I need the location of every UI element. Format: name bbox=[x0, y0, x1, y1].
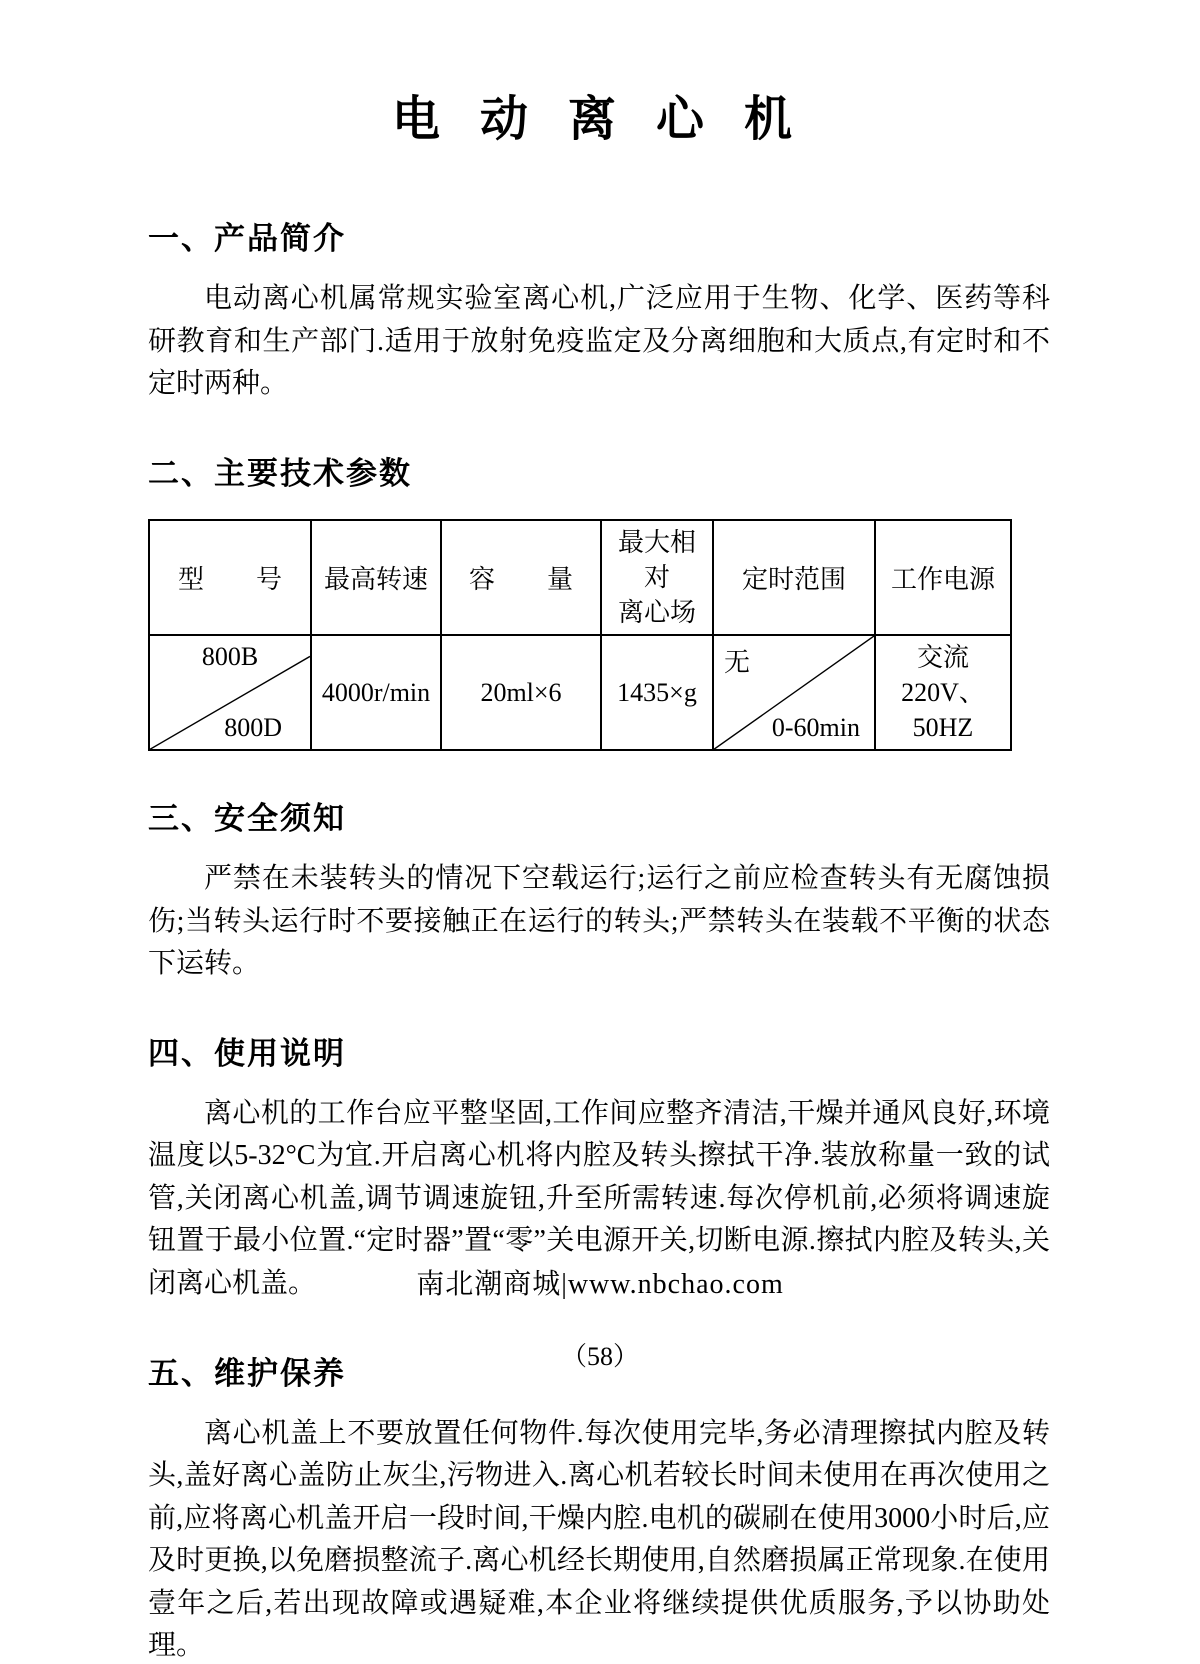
section-intro bbox=[148, 213, 1050, 406]
section-body-intro: 电动离心机属常规实验室离心机,广泛应用于生物、化学、医药等科研教育和生产部门.适用于放射免疫监定及分离细胞和大质点,有定时和不定时两种。 bbox=[148, 283, 1050, 400]
header-cell-model: 型 号 bbox=[149, 520, 311, 635]
cell-timing-bottom-value: 0-60min bbox=[771, 713, 860, 743]
specs-data-row bbox=[149, 635, 1011, 750]
cell-power-line1: 交流 220V、 bbox=[901, 642, 985, 708]
cell-power bbox=[875, 635, 1011, 750]
header-cell-rcf-line1: 最大相对 bbox=[617, 527, 696, 592]
section-heading-usage: 四、使用说明 bbox=[148, 1035, 346, 1071]
specs-table bbox=[148, 519, 1012, 752]
cell-model-bottom-value: 800D bbox=[224, 713, 282, 743]
header-cell-rcf bbox=[601, 520, 713, 635]
header-cell-capacity: 容 量 bbox=[441, 520, 601, 635]
document-title: 电 动 离 心 机 bbox=[391, 93, 806, 146]
shop-footer: 南北潮商城|www.nbchao.com bbox=[416, 1269, 784, 1300]
header-cell-power: 工作电源 bbox=[875, 520, 1011, 635]
section-heading-specs: 二、主要技术参数 bbox=[148, 455, 412, 491]
section-heading-maintenance: 五、维护保养 bbox=[148, 1355, 346, 1391]
specs-header-row bbox=[149, 520, 1011, 635]
section-body-maintenance: 离心机盖上不要放置任何物件.每次使用完毕,务必清理擦拭内腔及转头,盖好离心盖防止灰尘,污物进入.离心机若较长时间未使用在再次使用之前,应将离心机盖开启一段时间,干燥内腔.电机的碳刷在使用3000小时后,应及时更换,以免磨损整流子.离心机经长期使用,自然磨损属正常现象.在使用壹年之后,若出现故障或遇疑难,本企业将继续提供优质服务,予以协助处理。 bbox=[148, 1417, 1050, 1662]
cell-model bbox=[149, 635, 311, 750]
header-cell-rcf-line2: 离心场 bbox=[617, 597, 696, 627]
section-body-usage: 离心机的工作台应平整坚固,工作间应整齐清洁,干燥并通风良好,环境温度以5-32°C为宜.开启离心机将内腔及转头擦拭干净.装放称量一致的试管,关闭离心机盖,调节调速旋钮,升至所需转速.每次停机前,必须将调速旋钮置于最小位置.“定时器”置“零”关电源开关,切断电源.擦拭内腔及转头,关闭离心机盖。 bbox=[148, 1097, 1050, 1300]
cell-speed: 4000r/min bbox=[311, 635, 441, 750]
header-cell-speed: 最高转速 bbox=[311, 520, 441, 635]
cell-timing bbox=[713, 635, 875, 750]
page-number: （58） bbox=[560, 1342, 639, 1371]
cell-power-line2: 50HZ bbox=[912, 713, 974, 743]
section-heading-intro: 一、产品简介 bbox=[148, 221, 346, 256]
cell-timing-top-value: 无 bbox=[724, 647, 751, 677]
section-safety bbox=[148, 793, 1050, 986]
section-specs bbox=[148, 448, 1050, 752]
header-cell-timing: 定时范围 bbox=[713, 520, 875, 635]
section-maintenance bbox=[148, 1348, 1050, 1664]
cell-model-top-value: 800B bbox=[201, 641, 259, 671]
cell-capacity: 20ml×6 bbox=[441, 635, 601, 750]
section-body-safety: 严禁在未装转头的情况下空载运行;运行之前应检查转头有无腐蚀损伤;当转头运行时不要接触正在运行的转头;严禁转头在装载不平衡的状态下运转。 bbox=[148, 863, 1050, 980]
cell-rcf: 1435×g bbox=[601, 635, 713, 750]
section-heading-safety: 三、安全须知 bbox=[148, 801, 346, 837]
